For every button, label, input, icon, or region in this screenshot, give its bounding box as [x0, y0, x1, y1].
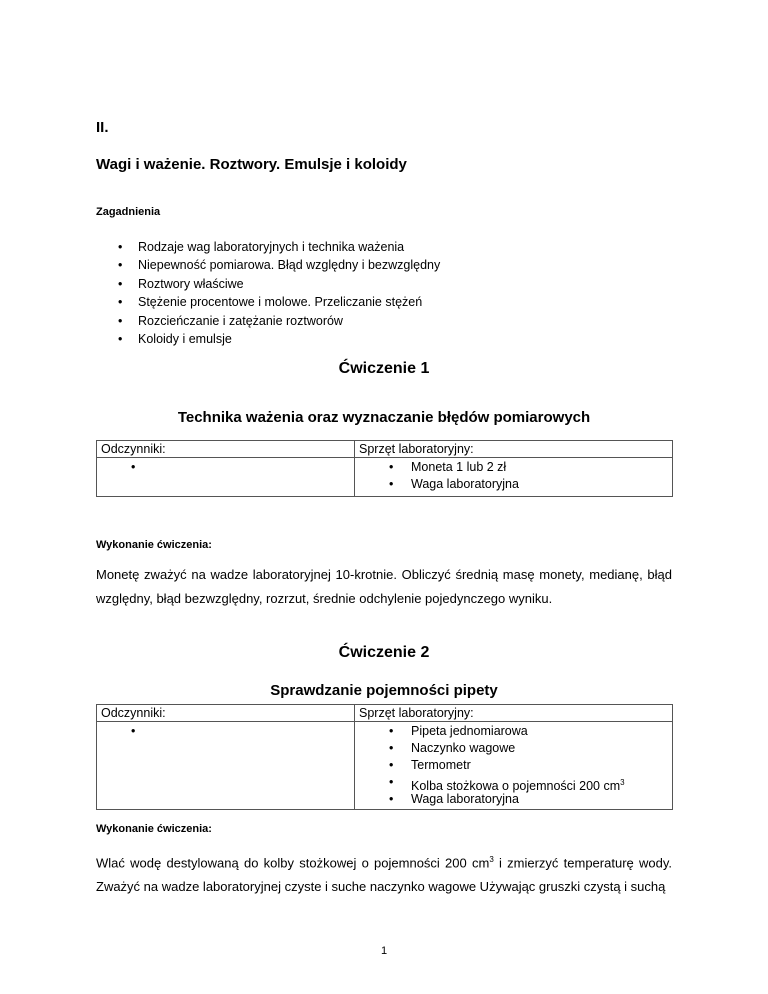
list-item: • Moneta 1 lub 2 zł [389, 459, 668, 476]
text: i zmierzyć temperaturę wody. Zważyć na wadze laboratoryjnej czyste i suche naczynko wagowe Używając gruszki czystą i suchą [96, 855, 672, 895]
text: Wlać wodę destylowaną do kolby stożkowej o pojemności 200 cm [96, 855, 490, 871]
exercise-2-materials-table [96, 704, 673, 810]
procedure-label: Wykonanie ćwiczenia: [96, 823, 212, 835]
superscript: 3 [620, 778, 625, 787]
list-item: • Rodzaje wag laboratoryjnych i technika ważenia [118, 238, 440, 256]
list-item: • Waga laboratoryjna [389, 791, 668, 808]
list-item: • Roztwory właściwe [118, 275, 440, 293]
list-item [131, 723, 350, 740]
procedure-label: Wykonanie ćwiczenia: [96, 539, 212, 551]
list-item [389, 774, 668, 794]
list-item: • Stężenie procentowe i molowe. Przeliczanie stężeń [118, 293, 440, 311]
list-item: • Pipeta jednomiarowa [389, 723, 668, 740]
equipment-label: Sprzęt laboratoryjny: [355, 705, 673, 722]
equipment-label: Sprzęt laboratoryjny: [355, 441, 673, 458]
superscript: 3 [489, 855, 494, 864]
exercise-1-materials-table [96, 440, 673, 497]
exercise-1-heading: Ćwiczenie 1 [338, 360, 430, 377]
list-item [131, 459, 350, 476]
topics-list [118, 238, 440, 348]
list-item: • Termometr [389, 757, 668, 774]
list-item: • Koloidy i emulsje [118, 330, 440, 348]
procedure-text: Monetę zważyć na wadze laboratoryjnej 10-krotnie. Obliczyć średnią masę monety, medianę, błąd względny, błąd bezwzględny, rozrzut, średnie odchylenie pojedynczego wyniku. [96, 567, 672, 606]
list-item: • Waga laboratoryjna [389, 476, 668, 493]
item-text: Kolba stożkowa o pojemności 200 cm [411, 779, 621, 794]
chapter-title: Wagi i ważenie. Roztwory. Emulsje i koloidy [96, 156, 407, 173]
reagents-label: Odczynniki: [97, 441, 355, 458]
list-item: • Rozcieńczanie i zatężanie roztworów [118, 312, 440, 330]
topics-heading: Zagadnienia [96, 206, 161, 218]
list-item: • Naczynko wagowe [389, 740, 668, 757]
exercise-2-subtitle: Sprawdzanie pojemności pipety [270, 682, 498, 699]
exercise-2-heading: Ćwiczenie 2 [338, 644, 430, 661]
chapter-number: II. [96, 119, 109, 136]
page-number: 1 [380, 945, 388, 957]
exercise-1-subtitle: Technika ważenia oraz wyznaczanie błędów pomiarowych [177, 409, 591, 426]
procedure-text [96, 848, 672, 899]
reagents-label: Odczynniki: [97, 705, 355, 722]
list-item: • Niepewność pomiarowa. Błąd względny i bezwzględny [118, 256, 440, 274]
